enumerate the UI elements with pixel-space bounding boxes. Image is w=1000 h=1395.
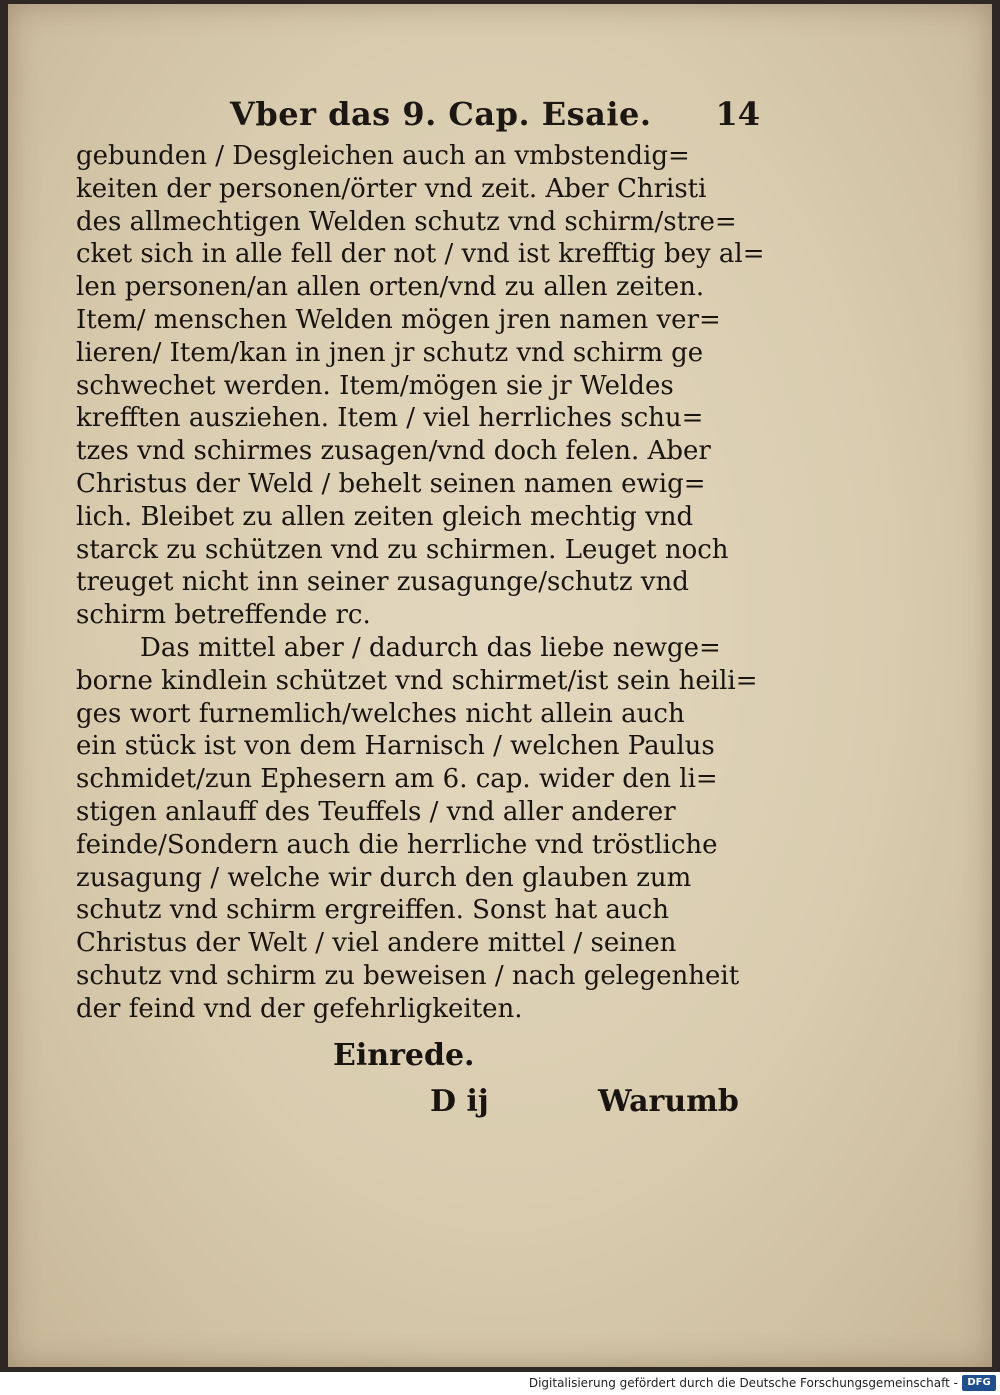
body-text [76,140,765,1026]
text-line: zusagung / welche wir durch den glauben zum [76,862,692,893]
text-line: Christus der Welt / viel andere mittel / seinen [76,928,677,959]
footer-credit: Digitalisierung gefördert durch die Deutsche Forschungsgemeinschaft - [528,1376,958,1390]
running-head [230,95,760,145]
text-line: ges wort furnemlich/welches nicht allein auch [76,698,685,729]
text-line: cket sich in alle fell der not / vnd ist krefftig bey al= [76,239,765,270]
text-line: borne kindlein schützet vnd schirmet/ist sein heili= [76,665,758,696]
running-head-title: Vber das 9. Cap. Esaie. [230,95,652,133]
text-line: Item/ menschen Welden mögen jren namen ver= [76,304,721,335]
text-line: stigen anlauff des Teuffels / vnd aller anderer [76,796,676,827]
text-line: gebunden / Desgleichen auch an vmbstendig= [76,141,690,171]
text-line: lieren/ Item/kan in jnen jr schutz vnd schirm ge [76,337,704,368]
text-line: feinde/Sondern auch die herrliche vnd tröstliche [76,829,718,860]
dfg-logo-icon: DFG [962,1375,996,1391]
text-line: tzes vnd schirmes zusagen/vnd doch felen. Aber [76,436,711,467]
page-number: 14 [715,95,760,133]
text-line: starck zu schützen vnd zu schirmen. Leuget noch [76,534,729,565]
text-line: Christus der Weld / behelt seinen namen ewig= [76,468,706,499]
catchword: Warumb [598,1084,739,1119]
text-line: schwechet werden. Item/mögen sie jr Weldes [76,370,674,401]
text-line: keiten der personen/örter vnd zeit. Aber Christi [76,173,707,204]
text-line: schutz vnd schirm ergreiffen. Sonst hat auch [76,895,669,926]
text-line: Das mittel aber / dadurch das liebe newge= [140,632,721,663]
text-line: krefften ausziehen. Item / viel herrliches schu= [76,403,704,434]
text-line: schutz vnd schirm zu beweisen / nach gelegenheit [76,960,740,991]
text-line: schmidet/zun Ephesern am 6. cap. wider den li= [76,764,718,795]
text-line: der feind vnd der gefehrligkeiten. [76,993,523,1024]
text-line: len personen/an allen orten/vnd zu allen zeiten. [76,272,705,303]
text-line: treuget nicht inn seiner zusagunge/schutz vnd [76,567,689,598]
text-line: schirm betreffende rc. [76,600,371,631]
text-line: des allmechtigen Welden schutz vnd schirm/stre= [76,206,737,237]
text-line: lich. Bleibet zu allen zeiten gleich mechtig vnd [76,501,694,532]
text-line: ein stück ist von dem Harnisch / welchen Paulus [76,731,715,762]
signature-mark: D ij [430,1084,489,1119]
section-heading: Einrede. [333,1038,475,1073]
